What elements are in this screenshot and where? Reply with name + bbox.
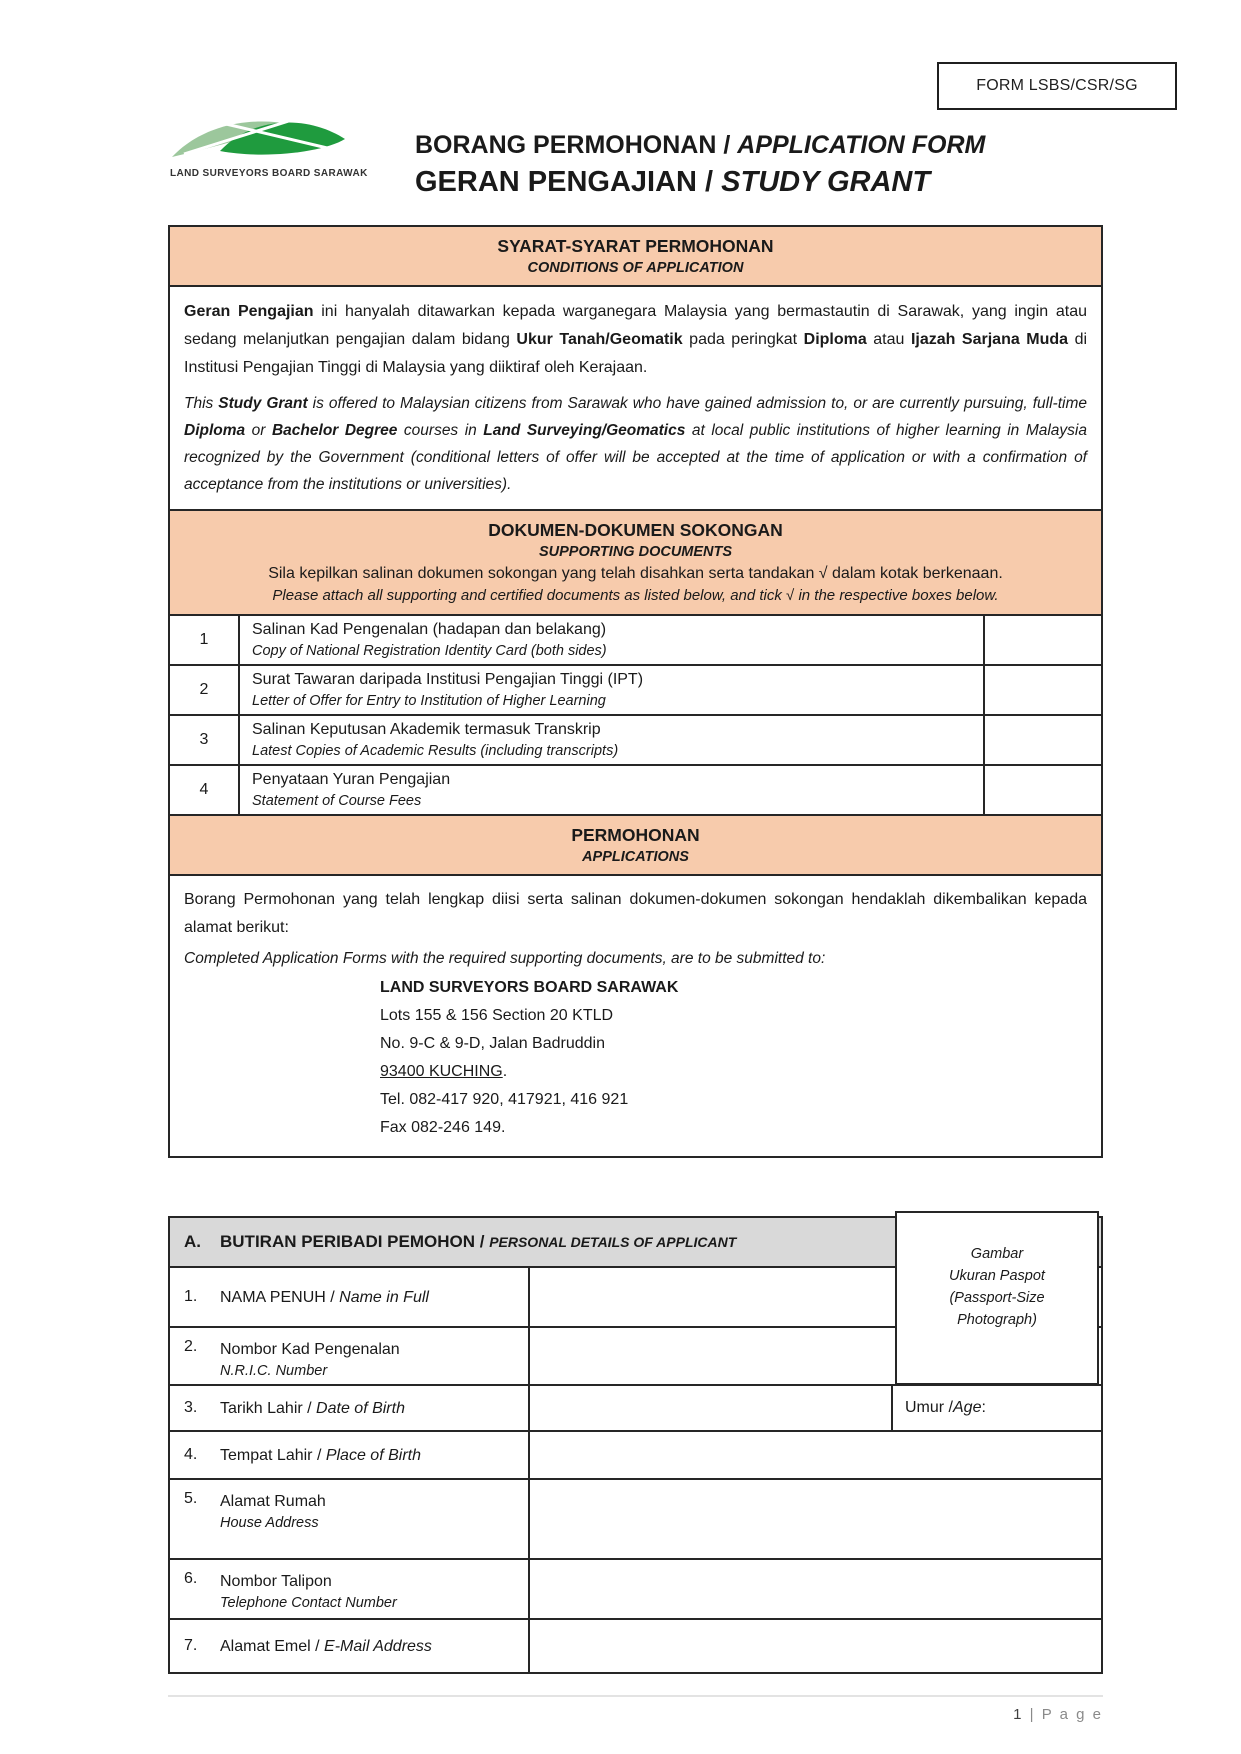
home-address-value-cell xyxy=(530,1480,1101,1558)
field-label-nric: 2. Nombor Kad Pengenalan N.R.I.C. Number xyxy=(170,1328,530,1384)
document-checkbox-cell xyxy=(983,666,1101,714)
email-value-cell xyxy=(530,1620,1101,1672)
phone-value-cell xyxy=(530,1560,1101,1618)
applications-title-en: APPLICATIONS xyxy=(582,849,689,865)
applications-paragraph-ms: Borang Permohonan yang telah lengkap diisi serta salinan dokumen-dokumen sokongan hendaklah dikembalikan kepada alamat berikut: xyxy=(184,891,1087,936)
document-desc-ms: Penyataan Yuran Pengajian xyxy=(252,771,451,788)
form-code-box xyxy=(937,62,1177,110)
document-row xyxy=(170,616,1101,666)
age-cell: Umur / Age : xyxy=(891,1386,1101,1430)
document-desc-ms: Salinan Kad Pengenalan (hadapan dan belakang) xyxy=(252,621,607,638)
field-row-phone xyxy=(170,1560,1101,1620)
documents-title-en: SUPPORTING DOCUMENTS xyxy=(538,544,733,560)
document-number: 1 xyxy=(170,616,240,664)
address-line: LAND SURVEYORS BOARD SARAWAK xyxy=(380,979,679,996)
applications-title-ms: PERMOHONAN xyxy=(571,825,700,845)
field-label-fullname: 1. NAMA PENUH / Name in Full xyxy=(170,1268,530,1326)
form-content xyxy=(168,225,1103,1674)
document-description xyxy=(240,666,983,714)
address-line: No. 9-C & 9-D, Jalan Badruddin xyxy=(380,1035,605,1052)
dob-value-cell xyxy=(530,1386,891,1430)
photo-box-line: Photograph) xyxy=(957,1312,1037,1328)
field-label-home-address: 5. Alamat Rumah House Address xyxy=(170,1480,530,1558)
document-description xyxy=(240,766,983,814)
document-row xyxy=(170,716,1101,766)
address-line: Fax 082-246 149. xyxy=(380,1119,506,1136)
main-table xyxy=(168,225,1103,1158)
address-line: Lots 155 & 156 Section 20 KTLD xyxy=(380,1007,614,1024)
field-label-phone: 6. Nombor Talipon Telephone Contact Number xyxy=(170,1560,530,1618)
form-code-text: FORM LSBS/CSR/SG xyxy=(976,77,1138,94)
document-row xyxy=(170,766,1101,816)
document-desc-ms: Salinan Keputusan Akademik termasuk Transkrip xyxy=(252,721,601,738)
document-desc-en: Latest Copies of Academic Results (including transcripts) xyxy=(252,743,619,759)
document-desc-en: Letter of Offer for Entry to Institution of Higher Learning xyxy=(252,693,606,709)
section-a-personal-details xyxy=(168,1216,1103,1674)
photo-box-line: Ukuran Paspot xyxy=(949,1268,1045,1284)
page-label: | P a g e xyxy=(1029,1706,1103,1723)
section-a-title-ms: BUTIRAN PERIBADI PEMOHON xyxy=(220,1232,476,1251)
photo-box-line: (Passport-Size xyxy=(949,1290,1045,1306)
lsbs-logo xyxy=(170,112,368,179)
document-number: 2 xyxy=(170,666,240,714)
field-label-email: 7. Alamat Emel / E-Mail Address xyxy=(170,1620,530,1672)
document-desc-en: Statement of Course Fees xyxy=(252,793,422,809)
field-row-pob xyxy=(170,1432,1101,1480)
field-row-dob xyxy=(170,1386,1101,1432)
documents-header xyxy=(170,511,1101,616)
documents-title-ms: DOKUMEN-DOKUMEN SOKONGAN xyxy=(488,520,783,540)
form-title-line2: GERAN PENGAJIAN / STUDY GRANT xyxy=(415,166,931,198)
passport-photo-box xyxy=(895,1211,1099,1385)
conditions-title-en: CONDITIONS OF APPLICATION xyxy=(527,260,744,276)
photo-box-line: Gambar xyxy=(970,1246,1024,1262)
form-title-line1: BORANG PERMOHONAN / APPLICATION FORM xyxy=(415,131,986,159)
conditions-paragraph-en: This Study Grant is offered to Malaysian citizens from Sarawak who have gained admission to, or are currently pursuing, full-time Diploma or Bachelor Degree courses in Land Surveying/Geomatics at local public institutions of higher learning in Malaysia recognized by the Government (conditional letters of offer will be accepted at the time of application or with a confirmation of acceptance from the institutions or universities). xyxy=(184,395,1087,493)
field-label-pob: 4. Tempat Lahir / Place of Birth xyxy=(170,1432,530,1478)
address-line: 93400 KUCHING. xyxy=(380,1063,508,1080)
applications-body xyxy=(170,876,1101,1156)
document-row xyxy=(170,666,1101,716)
section-a-title-en: PERSONAL DETAILS OF APPLICANT xyxy=(489,1234,737,1250)
field-label-dob: 3. Tarikh Lahir / Date of Birth xyxy=(170,1386,530,1430)
applications-header xyxy=(170,816,1101,876)
conditions-title-ms: SYARAT-SYARAT PERMOHONAN xyxy=(497,236,774,256)
applications-paragraph-en: Completed Application Forms with the required supporting documents, are to be submitted to: xyxy=(184,950,826,967)
page-number: 1 xyxy=(1013,1706,1030,1723)
conditions-header xyxy=(170,227,1101,287)
section-a-label: A. xyxy=(184,1232,201,1251)
pob-value-cell xyxy=(530,1432,1101,1478)
address-line: Tel. 082-417 920, 417921, 416 921 xyxy=(380,1091,629,1108)
section-a-header: A. BUTIRAN PERIBADI PEMOHON / PERSONAL DETAILS OF APPLICANT xyxy=(170,1218,1101,1268)
page-footer xyxy=(168,1695,1103,1724)
field-row-email xyxy=(170,1620,1101,1672)
document-description xyxy=(240,616,983,664)
form-title xyxy=(415,128,985,202)
field-row-home-address xyxy=(170,1480,1101,1560)
logo-caption: LAND SURVEYORS BOARD SARAWAK xyxy=(170,168,368,179)
document-checkbox-cell xyxy=(983,766,1101,814)
board-address xyxy=(380,974,1087,1142)
document-number: 3 xyxy=(170,716,240,764)
document-desc-ms: Surat Tawaran daripada Institusi Pengajian Tinggi (IPT) xyxy=(252,671,644,688)
documents-note-en: Please attach all supporting and certified documents as listed below, and tick √ in the respective boxes below. xyxy=(272,587,999,604)
document-checkbox-cell xyxy=(983,716,1101,764)
document-checkbox-cell xyxy=(983,616,1101,664)
documents-note-ms: Sila kepilkan salinan dokumen sokongan yang telah disahkan serta tandakan √ dalam kotak berkenaan. xyxy=(268,565,1003,582)
document-number: 4 xyxy=(170,766,240,814)
conditions-body xyxy=(170,287,1101,511)
document-desc-en: Copy of National Registration Identity Card (both sides) xyxy=(252,643,607,659)
document-description xyxy=(240,716,983,764)
conditions-paragraph-ms: Geran Pengajian ini hanyalah ditawarkan kepada warganegara Malaysia yang bermastautin di Sarawak, yang ingin atau sedang melanjutkan pengajian dalam bidang Ukur Tanah/Geomatik pada peringkat Diploma atau Ijazah Sarjana Muda di Institusi Pengajian Tinggi di Malaysia yang diiktiraf oleh Kerajaan. xyxy=(184,303,1088,376)
lsbs-logo-icon xyxy=(170,112,348,166)
